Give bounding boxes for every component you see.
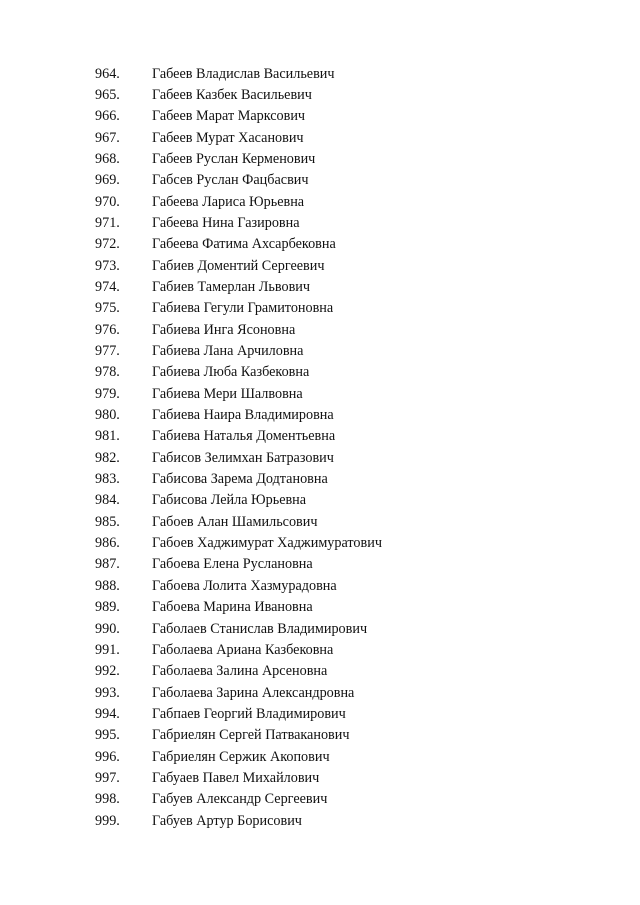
entry-number: 973. [95,257,120,274]
entry-number: 994. [95,705,120,722]
list-item [95,554,382,575]
list-item [95,340,382,361]
entry-number: 978. [95,364,120,381]
entry-number: 968. [95,150,120,167]
entry-number: 966. [95,108,120,125]
entry-number: 989. [95,599,120,616]
entry-name: Габеев Казбек Васильевич [152,86,312,103]
entry-number: 996. [95,748,120,765]
name-list [95,63,382,831]
entry-name: Габриелян Сержик Акопович [152,748,330,765]
entry-number: 997. [95,769,120,786]
list-item [95,127,382,148]
entry-number: 983. [95,471,120,488]
entry-number: 972. [95,236,120,253]
list-item [95,767,382,788]
entry-name: Габолаев Станислав Владимирович [152,620,368,637]
entry-number: 975. [95,300,120,317]
entry-number: 981. [95,428,120,445]
list-item [95,703,382,724]
list-item [95,191,382,212]
list-item [95,255,382,276]
entry-name: Габиева Наталья Доментьевна [152,428,336,445]
entry-name: Габисов Зелимхан Батразович [152,449,334,466]
list-item [95,639,382,660]
list-item [95,426,382,447]
entry-number: 986. [95,535,120,552]
entry-name: Габуаев Павел Михайлович [152,769,320,786]
entry-number: 969. [95,172,120,189]
entry-number: 965. [95,86,120,103]
entry-name: Габеев Владислав Васильевич [152,65,335,82]
list-item [95,789,382,810]
entry-name: Габеев Марат Марксович [152,108,306,125]
entry-name: Габеев Руслан Керменович [152,150,316,167]
list-item [95,405,382,426]
list-item [95,319,382,340]
entry-number: 987. [95,556,120,573]
list-item [95,84,382,105]
entry-name: Габоев Хаджимурат Хаджимуратович [152,535,382,552]
list-item [95,725,382,746]
entry-name: Габеева Фатима Ахсарбековна [152,236,336,253]
entry-number: 971. [95,214,120,231]
entry-number: 985. [95,513,120,530]
list-item [95,63,382,84]
entry-name: Габиева Мери Шалвовна [152,385,303,402]
list-item [95,148,382,169]
list-item [95,447,382,468]
list-item [95,575,382,596]
entry-number: 967. [95,129,120,146]
entry-number: 991. [95,641,120,658]
list-item [95,597,382,618]
entry-name: Габоева Марина Ивановна [152,599,313,616]
entry-name: Габоева Елена Руслановна [152,556,313,573]
entry-number: 977. [95,343,120,360]
entry-name: Габисова Зарема Додтановна [152,471,328,488]
list-item [95,170,382,191]
entry-name: Габеева Нина Газировна [152,214,300,231]
entry-name: Габриелян Сергей Патваканович [152,727,350,744]
entry-number: 990. [95,620,120,637]
list-item [95,383,382,404]
list-item [95,276,382,297]
entry-name: Габиев Тамерлан Львович [152,279,311,295]
entry-name: Габоев Алан Шамильсович [152,513,318,530]
list-item [95,810,382,831]
list-item [95,490,382,511]
list-item [95,618,382,639]
entry-number: 974. [95,279,120,295]
entry-name: Габеева Лариса Юрьевна [152,193,305,210]
list-item [95,106,382,127]
entry-name: Габуев Александр Сергеевич [152,791,328,808]
entry-name: Габеев Мурат Хасанович [152,129,304,146]
list-item [95,469,382,490]
entry-number: 995. [95,727,120,744]
list-item [95,682,382,703]
list-item [95,298,382,319]
entry-number: 979. [95,385,120,402]
list-item [95,362,382,383]
entry-number: 964. [95,65,120,82]
entry-name: Габолаева Залина Арсеновна [152,663,328,680]
entry-number: 970. [95,193,120,210]
entry-number: 993. [95,684,120,701]
entry-name: Габиева Лана Арчиловна [152,343,304,360]
list-item [95,533,382,554]
entry-name: Габисова Лейла Юрьевна [152,492,307,509]
entry-number: 976. [95,321,120,338]
list-item [95,212,382,233]
entry-number: 982. [95,449,120,466]
list-item [95,746,382,767]
entry-name: Габсев Руслан Фацбасвич [152,172,309,189]
entry-name: Габолаева Ариана Казбековна [152,641,334,658]
list-item [95,234,382,255]
list-item [95,511,382,532]
entry-number: 998. [95,791,120,808]
entry-name: Габоева Лолита Хазмурадовна [152,577,337,594]
entry-name: Габиева Гегули Грамитоновна [152,300,334,317]
entry-number: 980. [95,407,120,424]
entry-name: Габуев Артур Борисович [152,812,302,829]
entry-name: Габиева Наира Владимировна [152,407,334,424]
entry-name: Габиев Доментий Сергеевич [152,257,325,274]
entry-number: 999. [95,812,120,829]
entry-number: 992. [95,663,120,680]
entry-name: Габолаева Зарина Александровна [152,684,355,701]
entry-name: Габиева Инга Ясоновна [152,321,296,338]
entry-name: Габиева Люба Казбековна [152,364,310,381]
entry-number: 988. [95,577,120,594]
entry-number: 984. [95,492,120,509]
list-item [95,661,382,682]
entry-name: Габпаев Георгий Владимирович [152,705,346,722]
